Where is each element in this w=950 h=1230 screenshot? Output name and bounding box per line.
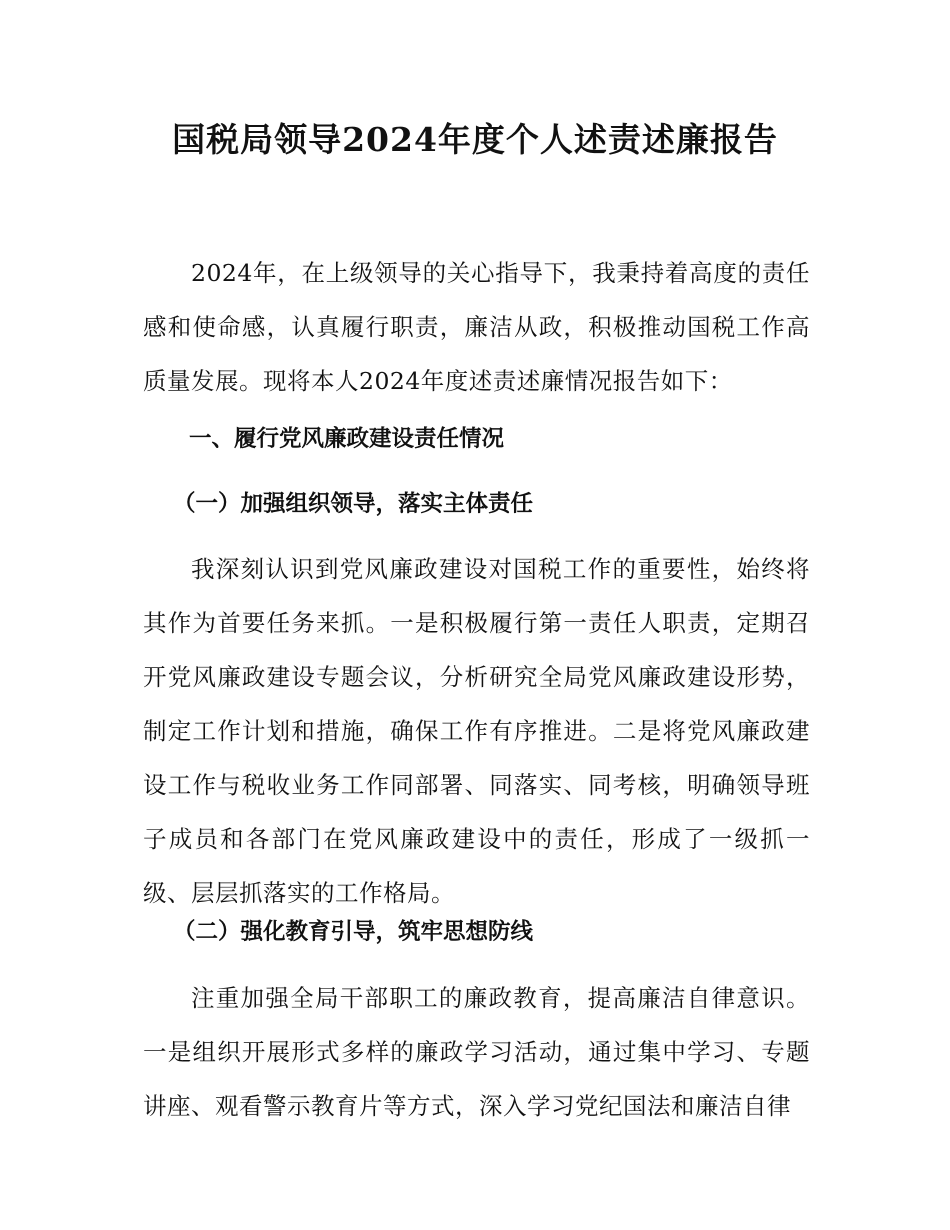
intro-paragraph: 2024年，在上级领导的关心指导下，我秉持着高度的责任感和使命感，认真履行职责，廉洁从政，积极推动国税工作高质量发展。现将本人2024年度述责述廉情况报告如下： [143, 259, 810, 395]
section-heading-1: 一、履行党风廉政建设责任情况 [189, 426, 505, 452]
subsection-1-paragraph: 我深刻认识到党风廉政建设对国税工作的重要性，始终将其作为首要任务来抓。一是积极履行第一责任人职责，定期召开党风廉政建设专题会议，分析研究全局党风廉政建设形势，制定工作计划和措施，确保工作有序推进。二是将党风廉政建设工作与税收业务工作同部署、同落实、同考核，明确领导班子成员和各部门在党风廉政建设中的责任，形成了一级抓一级、层层抓落实的工作格局。 [143, 555, 810, 907]
document-title: 国税局领导2024年度个人述责述廉报告 [172, 120, 778, 159]
subsection-heading-2: （二）强化教育引导，筑牢思想防线 [173, 919, 534, 945]
subsection-2-paragraph: 注重加强全局干部职工的廉政教育，提高廉洁自律意识。一是组织开展形式多样的廉政学习活动，通过集中学习、专题讲座、观看警示教育片等方式，深入学习党纪国法和廉洁自律 [143, 984, 810, 1120]
subsection-heading-1: （一）加强组织领导，落实主体责任 [173, 491, 534, 517]
